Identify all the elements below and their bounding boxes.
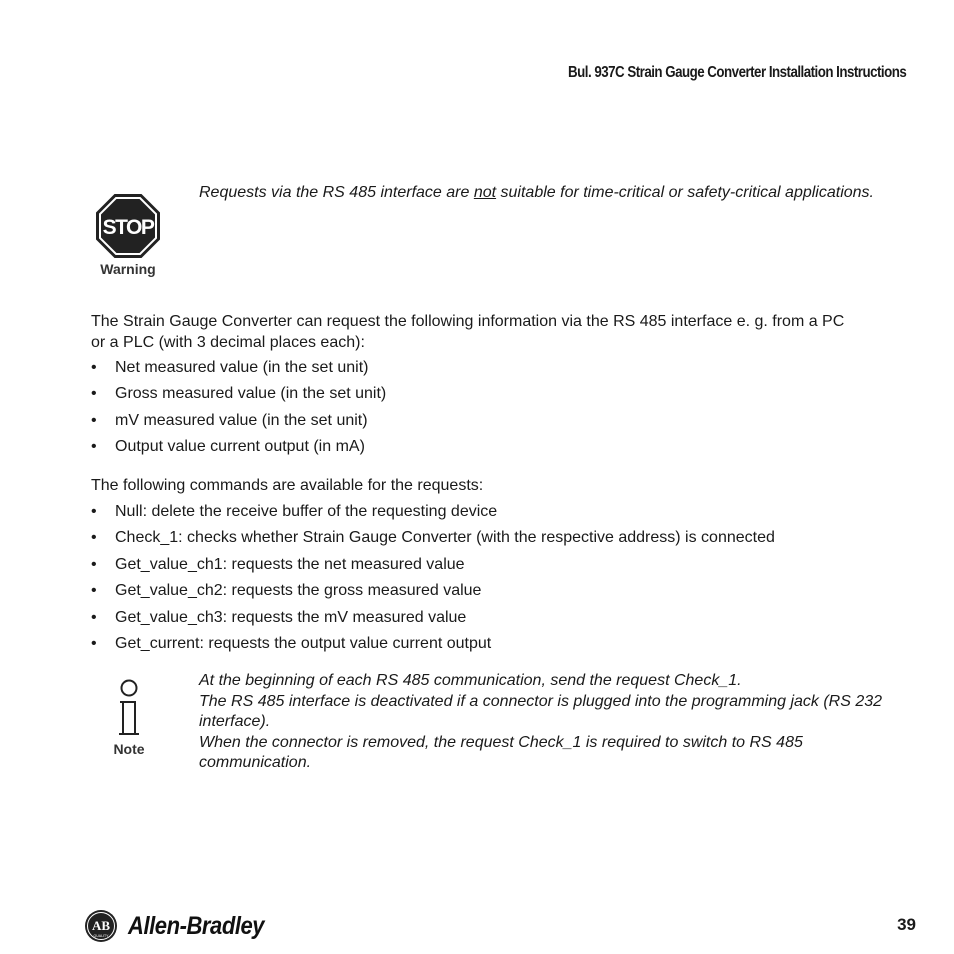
list-item-text: Net measured value (in the set unit) xyxy=(115,359,369,376)
bullet: • xyxy=(91,385,97,403)
list-item-text: Get_value_ch1: requests the net measured value xyxy=(115,555,465,573)
commands-list xyxy=(91,502,881,660)
list-item-text: Gross measured value (in the set unit) xyxy=(115,385,387,403)
bullet: • xyxy=(91,608,97,626)
brand-wordmark: Allen-Bradley xyxy=(128,911,265,940)
list-item xyxy=(91,411,881,437)
bullet: • xyxy=(91,555,97,573)
list-item-text: Output value current output (in mA) xyxy=(115,438,365,456)
stop-sign-icon xyxy=(95,193,161,259)
list-item-text: Null: delete the receive buffer of the requesting device xyxy=(115,503,498,520)
warning-text-before: Requests via the RS 485 interface are xyxy=(199,184,474,201)
footer-logo xyxy=(84,909,283,943)
bullet: • xyxy=(91,411,97,429)
info-list xyxy=(91,358,881,464)
page-number: 39 xyxy=(897,915,916,934)
bullet: • xyxy=(91,503,97,520)
list-item-text: mV measured value (in the set unit) xyxy=(115,411,368,429)
bullet: • xyxy=(91,529,97,547)
section1-intro: The Strain Gauge Converter can request the following information via the RS 485 interface e. g. from a PC or a PLC (with 3 decimal places each): xyxy=(91,313,845,351)
note-caption: Note xyxy=(113,741,145,757)
bullet: • xyxy=(91,634,97,652)
note-line: When the connector is removed, the request Check_1 is required to switch to RS 485 communication. xyxy=(199,733,803,771)
list-item xyxy=(91,528,881,554)
section2-intro: The following commands are available for the requests: xyxy=(91,477,484,494)
warning-text xyxy=(199,183,879,204)
bullet: • xyxy=(91,582,97,600)
list-item xyxy=(91,608,881,634)
list-item xyxy=(91,384,881,410)
bullet: • xyxy=(91,359,97,376)
list-item-text: Check_1: checks whether Strain Gauge Converter (with the respective address) is connected xyxy=(115,529,775,547)
bullet: • xyxy=(91,438,97,456)
warning-text-after: suitable for time-critical or safety-critical applications. xyxy=(496,184,874,201)
stop-sign-label: STOP xyxy=(102,216,154,239)
ab-logo-subtext: QUALITY xyxy=(93,934,109,938)
list-item-text: Get_value_ch2: requests the gross measured value xyxy=(115,582,482,600)
ab-logo-icon xyxy=(84,909,118,943)
ab-logo-letters: AB xyxy=(91,918,111,933)
note-line: At the beginning of each RS 485 communication, send the request Check_1. xyxy=(199,672,742,689)
note-text xyxy=(199,671,889,774)
note-line: The RS 485 interface is deactivated if a connector is plugged into the programming jack (RS 232 interface). xyxy=(199,692,883,730)
list-item-text: Get_value_ch3: requests the mV measured value xyxy=(115,608,467,626)
info-note-icon xyxy=(116,679,142,739)
list-item xyxy=(91,437,881,463)
list-item xyxy=(91,502,881,528)
warning-text-emphasis: not xyxy=(473,184,497,201)
list-item xyxy=(91,555,881,581)
list-item xyxy=(91,581,881,607)
running-header: Bul. 937C Strain Gauge Converter Installation Instructions xyxy=(567,64,906,81)
warning-caption: Warning xyxy=(100,261,156,277)
list-item xyxy=(91,358,881,384)
list-item xyxy=(91,634,881,660)
warning-icon-group xyxy=(94,193,162,277)
list-item-text: Get_current: requests the output value current output xyxy=(115,634,492,652)
note-icon-group xyxy=(104,679,154,757)
